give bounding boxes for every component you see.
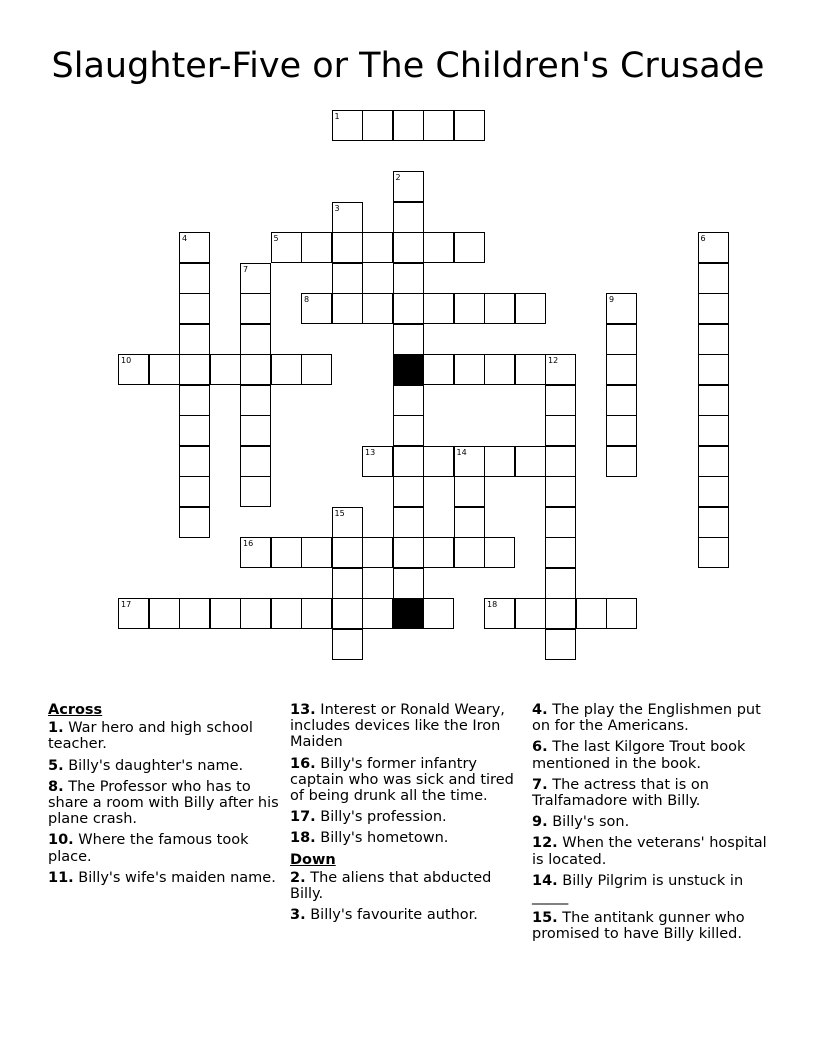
grid-cell[interactable] (393, 568, 424, 599)
grid-cell[interactable] (301, 293, 332, 324)
grid-cell[interactable] (606, 385, 637, 416)
grid-cell[interactable] (454, 110, 485, 141)
grid-cell[interactable] (515, 598, 546, 629)
grid-cell[interactable] (484, 354, 515, 385)
clue-number: 13. (290, 702, 316, 718)
grid-cell[interactable] (423, 446, 454, 477)
grid-cell[interactable] (179, 385, 210, 416)
black-square (393, 354, 424, 385)
grid-cell[interactable] (179, 324, 210, 355)
clue-text: Billy Pilgrim is unstuck in _____ (532, 872, 744, 906)
grid-cell[interactable] (393, 293, 424, 324)
grid-cell[interactable] (332, 629, 363, 660)
clue-across-13 (290, 702, 525, 751)
grid-cell[interactable] (362, 446, 393, 477)
grid-cell[interactable] (393, 537, 424, 568)
grid-cell[interactable] (454, 293, 485, 324)
clues-column-3 (532, 702, 772, 948)
down-heading: Down (290, 851, 336, 868)
grid-cell[interactable] (423, 110, 454, 141)
grid-cell[interactable] (332, 598, 363, 629)
grid-cell[interactable] (179, 446, 210, 477)
clue-down-7 (532, 777, 772, 809)
grid-cell[interactable] (698, 385, 729, 416)
grid-cell[interactable] (393, 385, 424, 416)
cell-number: 4 (182, 234, 188, 243)
grid-cell[interactable] (271, 232, 302, 263)
clue-number: 2. (290, 869, 306, 886)
grid-cell[interactable] (393, 476, 424, 507)
grid-cell[interactable] (484, 537, 515, 568)
grid-cell[interactable] (301, 537, 332, 568)
cell-number: 11 (395, 356, 406, 365)
clue-down-2 (290, 870, 525, 902)
grid-cell[interactable] (545, 415, 576, 446)
clue-text: War hero and high school teacher. (48, 720, 253, 753)
grid-cell[interactable] (332, 507, 363, 538)
clue-number: 7. (532, 776, 548, 793)
grid-cell[interactable] (393, 171, 424, 202)
clue-down-3 (290, 907, 525, 923)
grid-cell[interactable] (301, 598, 332, 629)
grid-cell[interactable] (362, 110, 393, 141)
clue-number: 8. (48, 778, 64, 795)
grid-cell[interactable] (240, 293, 271, 324)
grid-cell[interactable] (515, 446, 546, 477)
grid-cell[interactable] (698, 446, 729, 477)
grid-cell[interactable] (393, 507, 424, 538)
cell-number: 5 (273, 234, 279, 243)
grid-cell[interactable] (240, 446, 271, 477)
grid-cell[interactable] (545, 598, 576, 629)
clue-number: 1. (48, 720, 64, 737)
clue-down-14 (532, 873, 772, 905)
clue-across-5 (48, 758, 280, 774)
grid-cell[interactable] (240, 476, 271, 507)
grid-cell[interactable] (393, 202, 424, 233)
grid-cell[interactable] (240, 537, 271, 568)
grid-cell[interactable] (332, 293, 363, 324)
grid-cell[interactable] (393, 110, 424, 141)
grid-cell[interactable] (332, 232, 363, 263)
clue-across-8 (48, 779, 280, 828)
grid-cell[interactable] (332, 263, 363, 294)
cell-number: 3 (334, 203, 340, 213)
grid-cell[interactable] (301, 232, 332, 263)
cell-number: 9 (609, 295, 615, 304)
grid-cell[interactable] (576, 598, 607, 629)
cell-number: 15 (334, 508, 345, 518)
clue-number: 11. (48, 869, 74, 886)
grid-cell[interactable] (698, 232, 729, 263)
cell-number: 7 (243, 264, 249, 274)
clue-down-6 (532, 739, 772, 771)
grid-cell[interactable] (393, 324, 424, 355)
grid-cell[interactable] (454, 232, 485, 263)
grid-cell[interactable] (515, 293, 546, 324)
grid-cell[interactable] (515, 354, 546, 385)
cell-number: 17 (121, 600, 132, 609)
grid-cell[interactable] (545, 537, 576, 568)
grid-cell[interactable] (698, 537, 729, 568)
clue-text: The aliens that abducted Billy. (290, 869, 492, 903)
grid-cell[interactable] (606, 293, 637, 324)
grid-cell[interactable] (271, 598, 302, 629)
grid-cell[interactable] (179, 293, 210, 324)
clue-text: The Professor who has to share a room with Billy after his plane crash. (48, 778, 279, 828)
grid-cell[interactable] (698, 263, 729, 294)
grid-cell[interactable] (454, 476, 485, 507)
cell-number: 14 (456, 447, 467, 457)
clue-across-10 (48, 832, 280, 864)
grid-cell[interactable] (271, 537, 302, 568)
clue-number: 16. (290, 755, 316, 772)
clue-number: 14. (532, 872, 558, 889)
clue-down-15 (532, 910, 772, 942)
grid-cell[interactable] (362, 537, 393, 568)
grid-cell[interactable] (484, 598, 515, 629)
grid-cell[interactable] (362, 232, 393, 263)
grid-cell[interactable] (698, 507, 729, 538)
clue-across-17 (290, 809, 525, 825)
grid-cell[interactable] (545, 385, 576, 416)
clue-down-12 (532, 835, 772, 867)
clue-across-16 (290, 756, 525, 805)
cell-number: 6 (700, 234, 706, 243)
grid-cell[interactable] (606, 415, 637, 446)
grid-cell[interactable] (698, 476, 729, 507)
clue-number: 5. (48, 757, 64, 774)
grid-cell[interactable] (545, 568, 576, 599)
cell-number: 13 (365, 447, 376, 457)
clue-text: Billy's wife's maiden name. (78, 869, 276, 886)
grid-cell[interactable] (332, 537, 363, 568)
grid-cell[interactable] (240, 598, 271, 629)
grid-cell[interactable] (698, 354, 729, 385)
clues-column-1 (48, 702, 280, 891)
grid-cell[interactable] (149, 598, 180, 629)
grid-cell[interactable] (606, 324, 637, 355)
grid-cell[interactable] (698, 293, 729, 324)
grid-cell[interactable] (393, 415, 424, 446)
grid-cell[interactable] (698, 324, 729, 355)
grid-cell[interactable] (423, 354, 454, 385)
grid-cell[interactable] (118, 598, 149, 629)
cell-number: 18 (487, 600, 498, 609)
clue-down-9 (532, 814, 772, 830)
grid-cell[interactable] (545, 507, 576, 538)
grid-cell[interactable] (240, 324, 271, 355)
grid-cell[interactable] (423, 232, 454, 263)
grid-cell[interactable] (179, 476, 210, 507)
clue-down-4 (532, 702, 772, 734)
clues-column-2 (290, 702, 525, 928)
cell-number: 1 (334, 112, 340, 121)
grid-cell[interactable] (210, 354, 241, 385)
grid-cell[interactable] (240, 354, 271, 385)
grid-cell[interactable] (332, 202, 363, 233)
clue-text: The last Kilgore Trout book mentioned in the book. (532, 739, 746, 772)
clue-text: The actress that is on Tralfamadore with Billy. (532, 776, 709, 810)
clue-text: Interest or Ronald Weary, includes devices like the Iron Maiden (290, 702, 505, 751)
grid-cell[interactable] (362, 293, 393, 324)
grid-cell[interactable] (179, 354, 210, 385)
clue-text: Billy's favourite author. (310, 907, 478, 924)
grid-cell[interactable] (240, 385, 271, 416)
grid-cell[interactable] (179, 415, 210, 446)
grid-cell[interactable] (545, 476, 576, 507)
grid-cell[interactable] (179, 507, 210, 538)
clue-number: 18. (290, 830, 316, 847)
grid-cell[interactable] (301, 354, 332, 385)
grid-cell[interactable] (332, 568, 363, 599)
grid-cell[interactable] (484, 446, 515, 477)
clue-across-1 (48, 720, 280, 752)
clue-text: Billy's former infantry captain who was sick and tired of being drunk all the time. (290, 755, 514, 805)
grid-cell[interactable] (423, 537, 454, 568)
clue-text: The play the Englishmen put on for the Americans. (532, 702, 761, 735)
clue-text: Billy's profession. (320, 809, 447, 826)
grid-cell[interactable] (454, 537, 485, 568)
grid-cell[interactable] (545, 354, 576, 385)
clue-number: 10. (48, 832, 74, 849)
grid-cell[interactable] (332, 110, 363, 141)
cell-number: 10 (121, 356, 132, 365)
grid-cell[interactable] (179, 232, 210, 263)
grid-cell[interactable] (118, 354, 149, 385)
grid-cell[interactable] (454, 507, 485, 538)
clue-text: Billy's daughter's name. (68, 757, 244, 774)
clue-number: 9. (532, 814, 548, 831)
grid-cell[interactable] (240, 415, 271, 446)
grid-cell[interactable] (545, 446, 576, 477)
grid-cell[interactable] (240, 263, 271, 294)
grid-cell[interactable] (484, 293, 515, 324)
grid-cell[interactable] (362, 598, 393, 629)
grid-cell[interactable] (698, 415, 729, 446)
across-heading: Across (48, 702, 103, 718)
grid-cell[interactable] (149, 354, 180, 385)
grid-cell[interactable] (210, 598, 241, 629)
clue-number: 17. (290, 809, 316, 826)
grid-cell[interactable] (393, 232, 424, 263)
puzzle-title: Slaughter-Five or The Children's Crusade (51, 46, 765, 86)
grid-cell[interactable] (179, 598, 210, 629)
clue-number: 6. (532, 739, 548, 756)
grid-cell[interactable] (271, 354, 302, 385)
grid-cell[interactable] (423, 293, 454, 324)
grid-cell[interactable] (454, 446, 485, 477)
clue-number: 3. (290, 907, 306, 924)
clue-number: 12. (532, 835, 558, 852)
cell-number: 2 (395, 173, 401, 182)
clue-across-11 (48, 870, 280, 886)
grid-cell[interactable] (393, 263, 424, 294)
grid-cell[interactable] (179, 263, 210, 294)
grid-cell[interactable] (393, 446, 424, 477)
black-square (393, 598, 424, 629)
grid-cell[interactable] (423, 598, 454, 629)
grid-cell[interactable] (606, 446, 637, 477)
clue-text: The antitank gunner who promised to have Billy killed. (532, 910, 745, 943)
clue-text: Billy's son. (552, 814, 630, 831)
clue-text: Billy's hometown. (320, 830, 449, 847)
grid-cell[interactable] (545, 629, 576, 660)
clue-text: Where the famous took place. (48, 832, 249, 865)
clue-text: When the veterans' hospital is located. (532, 835, 767, 868)
clue-across-18 (290, 830, 525, 846)
grid-cell[interactable] (454, 354, 485, 385)
clue-number: 15. (532, 910, 558, 927)
clue-number: 4. (532, 702, 548, 718)
grid-cell[interactable] (606, 354, 637, 385)
grid-cell[interactable] (606, 598, 637, 629)
cell-number: 16 (243, 539, 254, 548)
cell-number: 8 (304, 295, 310, 304)
cell-number: 12 (548, 356, 559, 365)
